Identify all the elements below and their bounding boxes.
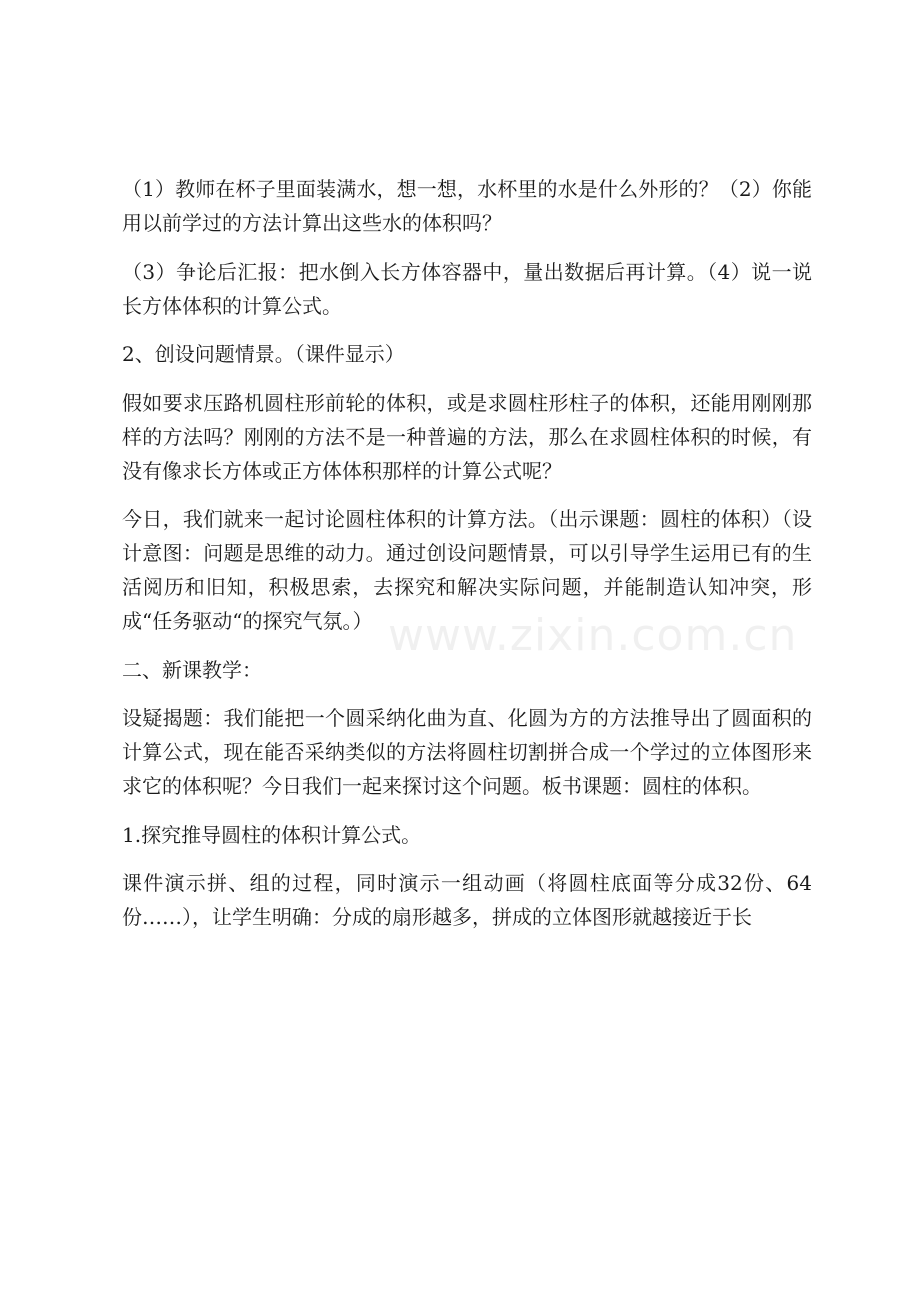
paragraph-9: 课件演示拼、组的过程，同时演示一组动画（将圆柱底面等分成32份、64份……），让学生明确：分成的扇形越多，拼成的立体图形就越接近于长: [122, 871, 812, 929]
document-body: [122, 172, 812, 949]
paragraph-2: （3）争论后汇报：把水倒入长方体容器中，量出数据后再计算。（4）说一说长方体体积的计算公式。: [122, 259, 812, 318]
paragraph-7: 设疑揭题：我们能把一个圆采纳化曲为直、化圆为方的方法推导出了圆面积的计算公式，现在能否采纳类似的方法将圆柱切割拼合成一个学过的立体图形来求它的体积呢？今日我们一起来探讨这个问题。板书课题：圆柱的体积。: [122, 706, 812, 798]
watermark: www.zixin.com.cn: [388, 610, 798, 661]
paragraph-8: 1.探究推导圆柱的体积计算公式。: [122, 822, 422, 847]
paragraph-1: （1）教师在杯子里面装满水，想一想，水杯里的水是什么外形的？（2）你能用以前学过的方法计算出这些水的体积吗？: [122, 177, 812, 235]
paragraph-6: 二、新课教学：: [122, 657, 262, 682]
paragraph-4: 假如要求压路机圆柱形前轮的体积，或是求圆柱形柱子的体积，还能用刚刚那样的方法吗？刚刚的方法不是一种普遍的方法，那么在求圆柱体积的时候，有没有像求长方体或正方体体积那样的计算公式呢？: [122, 390, 812, 483]
paragraph-5: 今日，我们就来一起讨论圆柱体积的计算方法。（出示课题：圆柱的体积）（设计意图：问题是思维的动力。通过创设问题情景，可以引导学生运用已有的生活阅历和旧知，积极思索，去探究和解决实际问题，并能制造认知冲突，形成“任务驱动“的探究气氛。）: [122, 507, 812, 633]
paragraph-3: 2、创设问题情景。（课件显示）: [122, 342, 405, 366]
